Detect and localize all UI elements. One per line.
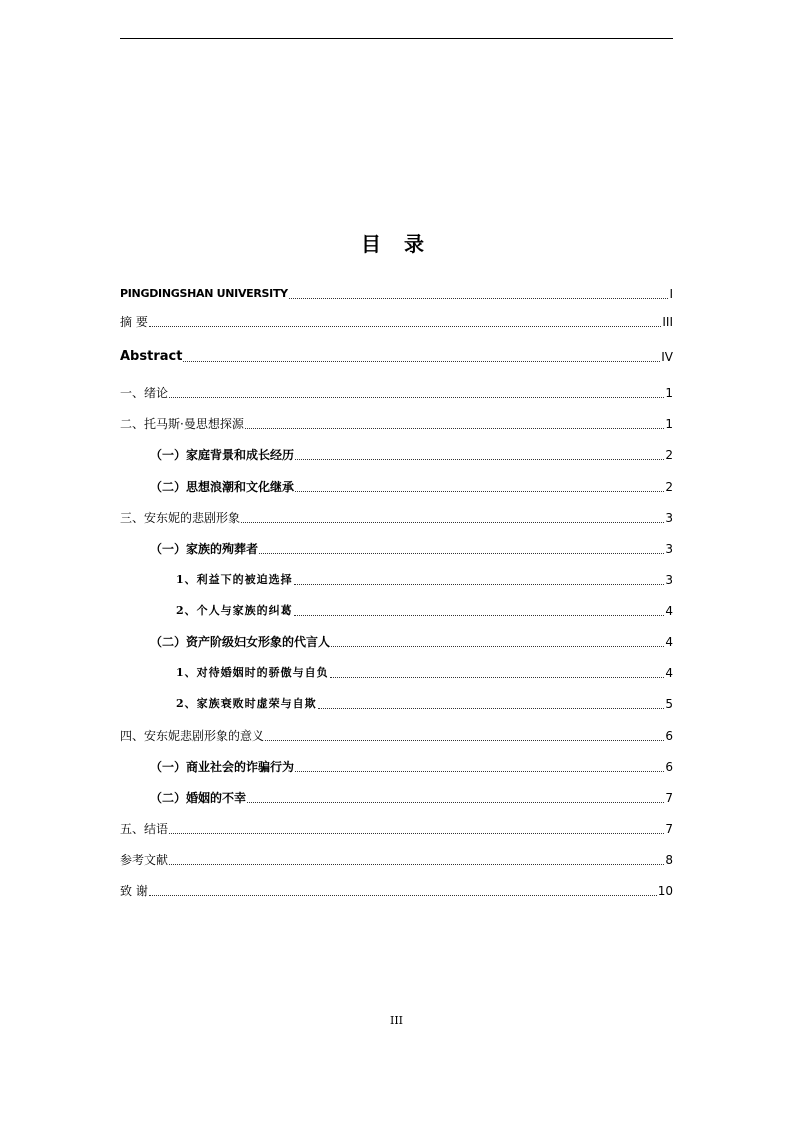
- toc-leader-dots: [318, 708, 665, 709]
- toc-entry-page: 7: [665, 791, 673, 805]
- toc-title: 目 录: [361, 232, 432, 256]
- toc-entry-page: 1: [665, 386, 673, 400]
- toc-entry-chapter-2[interactable]: [120, 414, 673, 432]
- toc-entry-text: 摘 要: [120, 315, 148, 329]
- toc-entry-text: （二）资产阶级妇女形象的代言人: [150, 635, 331, 649]
- toc-entry-section-4-1[interactable]: [150, 757, 673, 775]
- toc-leader-dots: [169, 833, 664, 834]
- toc-entry-acknowledgements[interactable]: [120, 881, 673, 899]
- toc-entry-page: III: [662, 315, 673, 329]
- toc-entry-chapter-3[interactable]: [120, 508, 673, 526]
- toc-entry-subsection-3-2-2[interactable]: [176, 694, 673, 712]
- toc-entry-text: （一）家族的殉葬者: [150, 542, 259, 556]
- toc-entry-zhaiyao[interactable]: [120, 312, 673, 330]
- toc-entry-text: 2、个人与家族的纠葛: [176, 604, 293, 617]
- toc-leader-dots: [149, 326, 662, 327]
- toc-entry-subsection-3-2-1[interactable]: [176, 663, 673, 681]
- toc-entry-page: 1: [665, 417, 673, 431]
- toc-leader-dots: [294, 584, 665, 585]
- toc-entry-text: 五、结语: [120, 822, 169, 836]
- toc-leader-dots: [294, 615, 665, 616]
- toc-entry-text: （一）家庭背景和成长经历: [150, 448, 295, 462]
- toc-entry-text: 一、绪论: [120, 386, 169, 400]
- toc-leader-dots: [295, 491, 664, 492]
- toc-entry-text: 二、托马斯·曼思想探源: [120, 417, 244, 431]
- toc-entry-references[interactable]: [120, 850, 673, 868]
- toc-entry-section-2-2[interactable]: [150, 477, 673, 495]
- toc-entry-text: Abstract: [120, 349, 183, 364]
- toc-entry-page: 4: [665, 604, 673, 618]
- header-rule: [120, 38, 673, 39]
- toc-entry-section-2-1[interactable]: [150, 445, 673, 463]
- toc-entry-page: I: [669, 287, 673, 301]
- toc-entry-text: 1、对待婚姻时的骄傲与自负: [176, 666, 329, 679]
- toc-entry-chapter-4[interactable]: [120, 726, 673, 744]
- toc-entry-page: 3: [665, 542, 673, 556]
- toc-entry-text: PINGDINGSHAN UNIVERSITY: [120, 287, 288, 300]
- toc-leader-dots: [183, 361, 660, 362]
- toc-entry-text: 1、利益下的被迫选择: [176, 573, 293, 586]
- toc-entry-abstract[interactable]: [120, 347, 673, 365]
- toc-entry-page: 7: [665, 822, 673, 836]
- toc-entry-page: 2: [665, 480, 673, 494]
- toc-entry-text: 参考文献: [120, 853, 169, 867]
- toc-leader-dots: [169, 864, 664, 865]
- toc-entry-text: 致 谢: [120, 884, 148, 898]
- toc-entry-page: 3: [665, 511, 673, 525]
- toc-entry-page: 10: [657, 884, 673, 898]
- toc-leader-dots: [289, 298, 669, 299]
- toc-entry-chapter-5[interactable]: [120, 819, 673, 837]
- toc-entry-text: 2、家族衰败时虚荣与自欺: [176, 697, 317, 710]
- toc-leader-dots: [241, 522, 664, 523]
- toc-entry-subsection-3-1-1[interactable]: [176, 570, 673, 588]
- toc-leader-dots: [295, 771, 664, 772]
- toc-entry-page: IV: [661, 350, 673, 364]
- toc-leader-dots: [247, 802, 664, 803]
- toc-entry-page: 6: [665, 729, 673, 743]
- toc-entry-page: 6: [665, 760, 673, 774]
- toc-entry-page: 2: [665, 448, 673, 462]
- toc-entry-section-4-2[interactable]: [150, 788, 673, 806]
- toc-entry-section-3-1[interactable]: [150, 539, 673, 557]
- toc-entry-text: （二）婚姻的不幸: [150, 791, 247, 805]
- toc-entry-pingdingshan[interactable]: [120, 284, 673, 302]
- footer-page-number: III: [389, 1014, 404, 1027]
- toc-leader-dots: [245, 428, 665, 429]
- toc-leader-dots: [259, 553, 664, 554]
- toc-entry-page: 5: [665, 697, 673, 711]
- toc-entry-section-3-2[interactable]: [150, 632, 673, 650]
- toc-leader-dots: [265, 740, 664, 741]
- toc-entry-page: 8: [665, 853, 673, 867]
- toc-leader-dots: [331, 646, 664, 647]
- toc-entry-page: 3: [665, 573, 673, 587]
- toc-entry-text: （二）思想浪潮和文化继承: [150, 480, 295, 494]
- toc-leader-dots: [169, 397, 664, 398]
- toc-entry-text: 四、安东妮悲剧形象的意义: [120, 729, 265, 743]
- toc-entry-page: 4: [665, 666, 673, 680]
- toc-leader-dots: [330, 677, 665, 678]
- toc-entry-page: 4: [665, 635, 673, 649]
- toc-entry-chapter-1[interactable]: [120, 383, 673, 401]
- toc-entry-text: 三、安东妮的悲剧形象: [120, 511, 241, 525]
- toc-leader-dots: [149, 895, 657, 896]
- toc-entry-subsection-3-1-2[interactable]: [176, 601, 673, 619]
- toc-entry-text: （一）商业社会的诈骗行为: [150, 760, 295, 774]
- toc-leader-dots: [295, 459, 664, 460]
